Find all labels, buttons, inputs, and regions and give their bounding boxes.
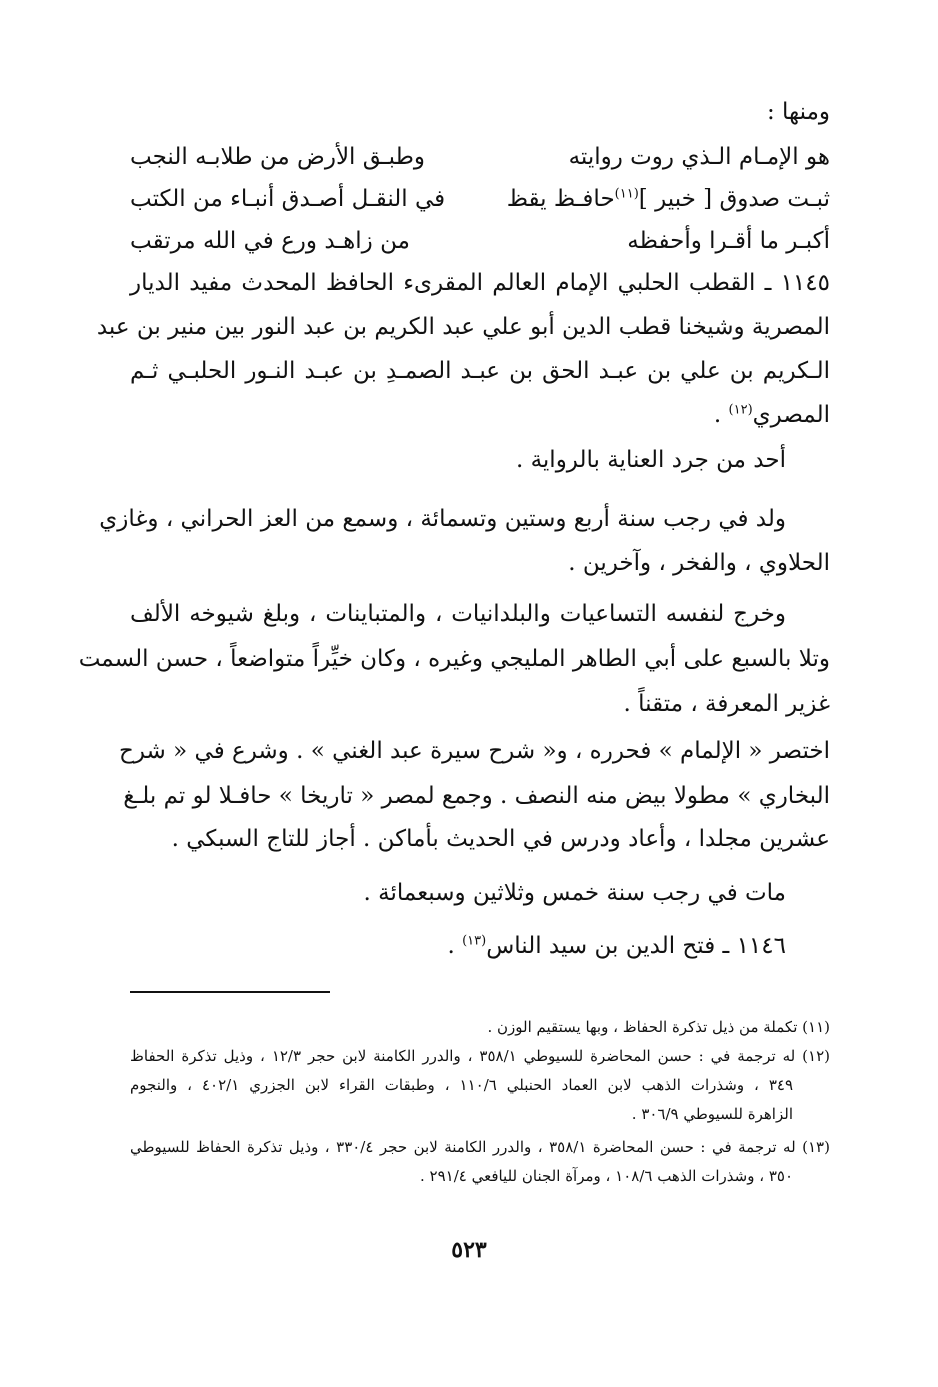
entry-text: . [713, 402, 729, 428]
paragraph-line: مات في رجب سنة خمس وثلاثين وسبعمائة . [363, 880, 786, 906]
entry-text: ١١٤٦ ـ فتح الدين بن سيد الناس [486, 933, 786, 959]
entry-1146-line [130, 930, 830, 962]
entry-text: . [447, 933, 463, 959]
verse-line [130, 225, 830, 257]
paragraph-line: وخرج لنفسه التساعيات والبلدانيات ، والمتباينات ، وبلغ شيوخه الألف [130, 601, 786, 627]
verse-hemistich-left: في النقـل أصـدق أنبـاء من الكتب [130, 186, 446, 212]
paragraph-line: الحلاوي ، والفخر ، وآخرين . [568, 550, 830, 576]
paragraph-line: اختصر « الإلمام » فحرره ، و« شرح سيرة عبد الغني » . وشرع في « شرح [119, 738, 830, 764]
paragraph-line: عشرين مجلدا ، وأعاد ودرس في الحديث بأماكن . أجاز للتاج السبكي . [171, 826, 830, 852]
entry-1145-line [130, 399, 830, 431]
footnote-13: (١٣) له ترجمة في : حسن المحاضرة ٣٥٨/١ ، والدرر الكامنة لابن حجر ٣٣٠/٤ ، وذيل تذكرة الحفاظ للسيوطي [130, 1138, 830, 1156]
footnote-separator [130, 991, 330, 993]
footnote-13-cont: ٣٥٠ ، وشذرات الذهب ١٠٨/٦ ، ومرآة الجنان لليافعي ٢٩١/٤ . [419, 1167, 793, 1185]
entry-1145-line: المصرية وشيخنا قطب الدين أبو علي عبد الكريم بن عبد النور بين منير بن عبد [96, 314, 830, 340]
paragraph-line: أحد من جرد العناية بالرواية . [515, 447, 786, 473]
paragraph-line: وتلا بالسبع على أبي الطاهر المليجي وغيره ، وكان خيِّراً متواضعاً ، حسن السمت [78, 646, 830, 672]
footnote-ref: (١٣) [462, 933, 487, 949]
verse-hemistich-left: من زاهـد ورع في الله مرتقب [130, 228, 410, 254]
footnote-ref: (١٢) [728, 402, 753, 418]
entry-1145-line: ١١٤٥ ـ القطب الحلبي الإمام العالم المقرىء الحافظ المحدث مفيد الديار [130, 270, 830, 296]
paragraph-line: غزير المعرفة ، متقناً . [623, 691, 830, 717]
entry-text: المصري [752, 402, 830, 428]
verse-hemistich-left: وطبـق الأرض من طلابـه النجب [130, 144, 426, 170]
paragraph-line: ولد في رجب سنة أربع وستين وتسمائة ، وسمع من العز الحراني ، وغازي [99, 506, 786, 532]
paragraph-line: البخاري » مطولا بيض منه النصف . وجمع لمصر « تاريخا » حافـلا لو تم بلـغ [123, 783, 830, 809]
verse-line [130, 141, 830, 173]
footnote-12-cont: الزاهرة للسيوطي ٣٠٦/٩ . [631, 1105, 793, 1123]
verse-hemistich-right: أكبـر ما أقـرا وأحفظه [627, 228, 830, 254]
verse-hemistich-right [507, 183, 830, 215]
verse-hemistich-right: هو الإمـام الـذي روت روايته [568, 144, 830, 170]
page-number: ٥٢٣ [451, 1237, 487, 1263]
footnote-12-cont: ٣٤٩ ، وشذرات الذهب لابن العماد الحنبلي ١١٠/٦ ، وطبقات القراء لابن الجزري ٤٠٢/١ ، والنجوم [130, 1076, 794, 1094]
footnote-11: (١١) تكملة من ذيل تذكرة الحفاظ ، وبها يستقيم الوزن . [487, 1018, 830, 1036]
verse-text: ثبـت صدوق [ خبير ] [638, 186, 830, 212]
entry-1145-line: الـكريم بن علي بن عبـد الحق بن عبـد الصمـدِ بن عبـد النـور الحلبـي ثـم [130, 358, 830, 384]
footnote-12: (١٢) له ترجمة في : حسن المحاضرة للسيوطي ٣٥٨/١ ، والدرر الكامنة لابن حجر ١٢/٣ ، وذيل تذكرة الحفاظ [130, 1047, 830, 1065]
verse-line [130, 183, 830, 215]
verse-text: حافـظ يقظ [506, 186, 615, 212]
intro-line: ومنها : [766, 99, 830, 125]
footnote-ref: (١١) [614, 186, 639, 202]
